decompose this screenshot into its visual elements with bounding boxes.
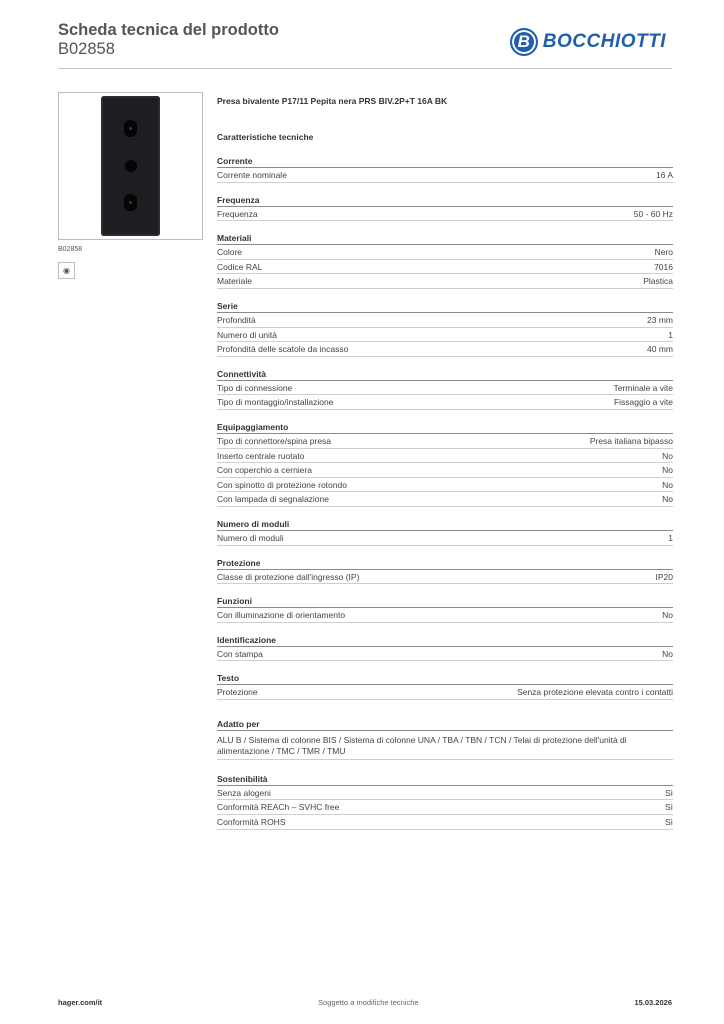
spec-label: Tipo di montaggio/installazione [217, 397, 334, 408]
spec-value: No [662, 479, 673, 490]
spec-value: Sì [664, 787, 673, 798]
spec-value: 7016 [654, 261, 673, 272]
spec-row [217, 478, 673, 493]
section-title: Materiali [217, 231, 673, 245]
section-title: Serie [217, 299, 673, 313]
spec-label: Con spinotto di protezione rotondo [217, 479, 347, 490]
spec-section [217, 556, 673, 585]
spec-section [217, 633, 673, 662]
spec-section [217, 517, 673, 546]
spec-value: Fissaggio a vite [613, 397, 673, 408]
socket-hole-middle [125, 160, 137, 172]
spec-label: Tipo di connettore/spina presa [217, 435, 332, 446]
spec-value: 1 [668, 329, 673, 340]
spec-row [217, 685, 673, 700]
spec-row [217, 570, 673, 585]
spec-value: No [662, 450, 673, 461]
spec-value: 50 - 60 Hz [633, 208, 673, 219]
spec-row [217, 168, 673, 183]
spec-value: Sì [664, 802, 673, 813]
spec-section [217, 671, 673, 700]
spec-section [217, 154, 673, 183]
spec-row [217, 449, 673, 464]
spec-section [217, 299, 673, 357]
spec-label: Conformità REACh – SVHC free [217, 802, 340, 813]
spec-value: Plastica [643, 276, 673, 287]
spec-section [217, 193, 673, 222]
spec-value: Presa italiana bipasso [589, 435, 673, 446]
socket-hole-bottom [124, 194, 137, 211]
spec-row [217, 492, 673, 507]
footer-note: Soggetto a modifiche tecniche [318, 998, 419, 1007]
image-reference: B02858 [58, 246, 83, 253]
spec-value: 16 A [655, 170, 673, 180]
spec-row [217, 313, 673, 328]
page-header [58, 21, 672, 69]
suitable-text: ALU B / Sistema di colonne BIS / Sistema di colonne UNA / TBA / TBN / TCN / Telai di protezione dell'unità di alimentazione / TMC / TMR / TMU [217, 731, 673, 760]
product-code: B02858 [58, 40, 115, 58]
spec-label: Profondità delle scatole da incasso [217, 344, 349, 355]
product-image [58, 92, 203, 240]
section-title: Identificazione [217, 633, 673, 647]
section-title: Sostenibilità [217, 772, 673, 786]
spec-label: Numero di unità [217, 329, 278, 340]
spec-value: Terminale a vite [613, 382, 673, 393]
spec-label: Tipo di connessione [217, 382, 293, 393]
spec-label: Protezione [217, 687, 258, 698]
spec-row [217, 342, 673, 357]
spec-row [217, 328, 673, 343]
spec-label: Colore [217, 247, 243, 258]
spec-label: Corrente nominale [217, 170, 287, 180]
section-title: Funzioni [217, 594, 673, 608]
section-title: Frequenza [217, 193, 673, 207]
spec-row [217, 274, 673, 289]
spec-label: Conformità ROHS [217, 817, 286, 828]
spec-value: No [662, 648, 673, 659]
section-title: Adatto per [217, 717, 673, 731]
brand-name: BOCCHIOTTI [542, 31, 666, 52]
spec-row [217, 800, 673, 815]
spec-label: Con lampada di segnalazione [217, 494, 329, 505]
brand-logo [510, 28, 666, 56]
spec-label: Profondità [217, 314, 256, 325]
section-title: Corrente [217, 154, 673, 168]
spec-row [217, 815, 673, 830]
characteristics-title: Caratteristiche tecniche [217, 132, 314, 142]
spec-row [217, 260, 673, 275]
imq-certification-icon: ◉ [58, 262, 75, 279]
spec-row [217, 434, 673, 449]
spec-section [217, 594, 673, 623]
section-title: Numero di moduli [217, 517, 673, 531]
spec-label: Con stampa [217, 648, 263, 659]
brand-mark-icon: B [510, 28, 538, 56]
spec-value: 1 [668, 532, 673, 543]
section-title: Connettività [217, 367, 673, 381]
spec-row [217, 531, 673, 546]
spec-label: Classe di protezione dall'ingresso (IP) [217, 571, 360, 582]
spec-section [217, 367, 673, 410]
spec-label: Senza alogeni [217, 787, 271, 798]
socket-illustration [101, 96, 160, 236]
section-title: Equipaggiamento [217, 420, 673, 434]
spec-value: Sì [664, 817, 673, 828]
spec-label: Con illuminazione di orientamento [217, 610, 346, 621]
spec-label: Numero di moduli [217, 532, 284, 543]
spec-value: No [662, 494, 673, 505]
page-footer [58, 998, 672, 1007]
sustainability-rows [217, 786, 673, 830]
spec-label: Con coperchio a cerniera [217, 465, 312, 476]
spec-label: Inserto centrale ruotato [217, 450, 305, 461]
product-name: Presa bivalente P17/11 Pepita nera PRS BIV.2P+T 16A BK [217, 96, 448, 106]
spec-label: Codice RAL [217, 261, 263, 272]
footer-date: 15.03.2026 [634, 998, 672, 1007]
spec-section [217, 231, 673, 289]
socket-hole-top [124, 120, 137, 137]
spec-row [217, 381, 673, 396]
spec-label: Frequenza [217, 208, 258, 219]
spec-sections [217, 154, 673, 700]
section-sustainability [217, 772, 673, 830]
spec-value: 23 mm [647, 314, 673, 325]
section-title: Testo [217, 671, 673, 685]
spec-row [217, 647, 673, 662]
spec-value: IP20 [655, 571, 673, 582]
product-media [58, 92, 203, 279]
section-title: Protezione [217, 556, 673, 570]
spec-value: No [662, 610, 673, 621]
spec-content [217, 94, 673, 830]
spec-label: Materiale [217, 276, 252, 287]
spec-value: Nero [654, 247, 673, 258]
spec-section [217, 420, 673, 507]
spec-value: No [662, 465, 673, 476]
spec-row [217, 245, 673, 260]
footer-site: hager.com/it [58, 998, 103, 1007]
spec-row [217, 463, 673, 478]
spec-row [217, 786, 673, 801]
spec-value: Senza protezione elevata contro i contatti [517, 687, 673, 698]
spec-row [217, 608, 673, 623]
spec-row [217, 207, 673, 222]
spec-value: 40 mm [647, 344, 673, 355]
spec-row [217, 395, 673, 410]
page-title: Scheda tecnica del prodotto [58, 21, 279, 39]
section-suitable [217, 717, 673, 760]
